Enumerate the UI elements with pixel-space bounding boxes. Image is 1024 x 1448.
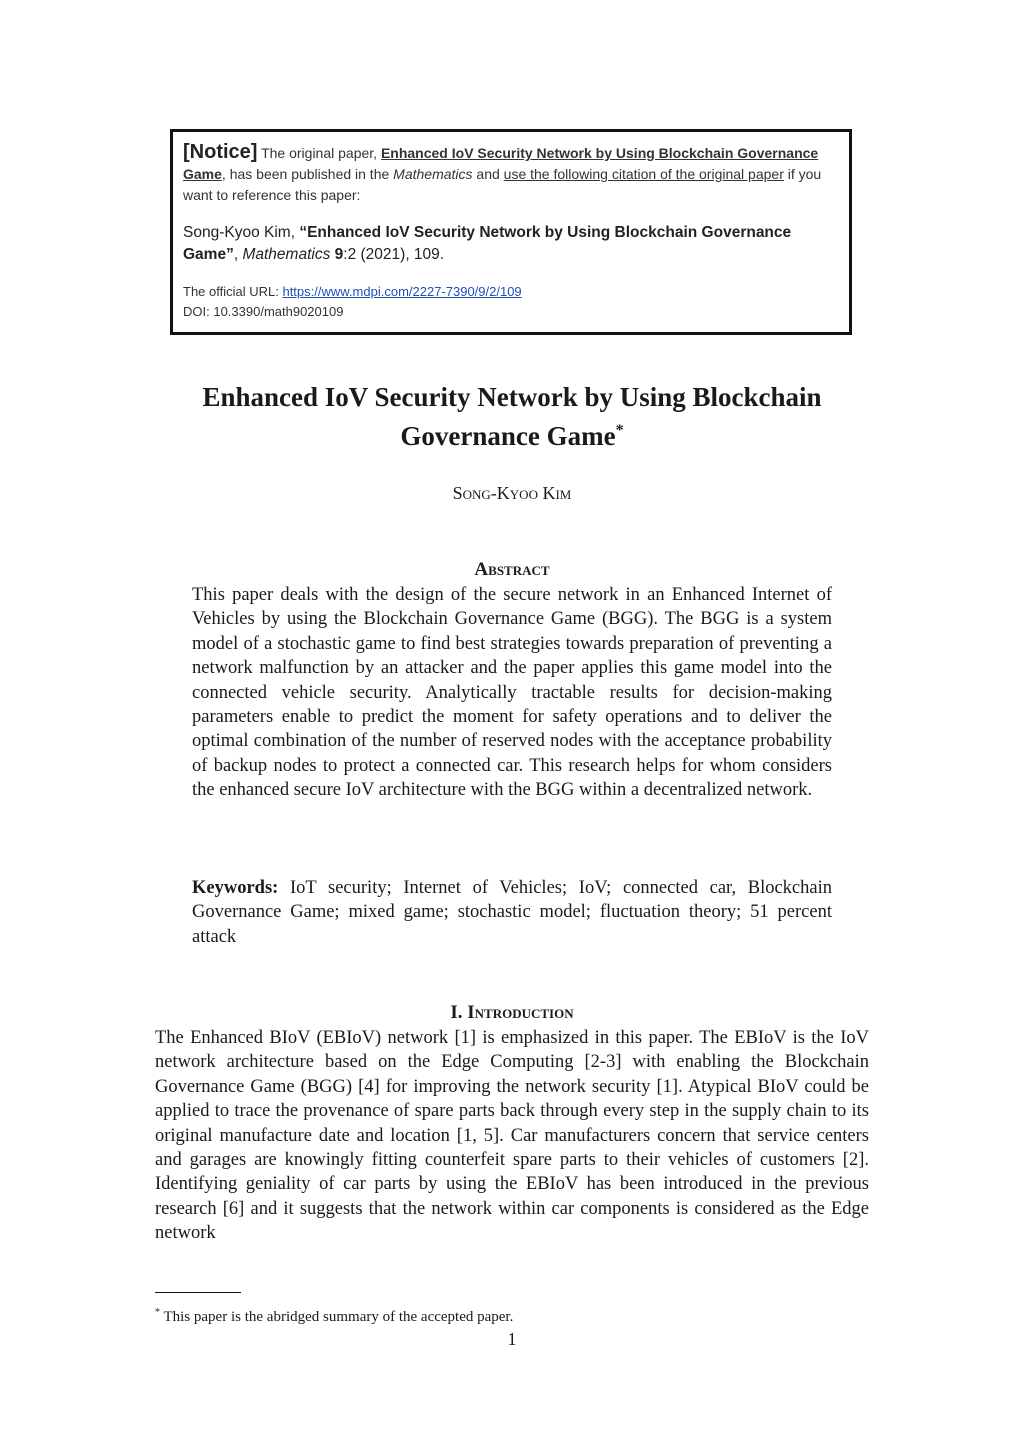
notice-text-part: The original paper, [257,145,381,161]
notice-text [183,142,839,206]
title-line-1: Enhanced IoV Security Network by Using Blockchain [202,382,822,412]
citation-hint: use the following citation of the original paper [503,166,784,182]
citation-title: “Enhanced IoV Security Network by Using Blockchain Governance Game” [183,224,792,263]
notice-text-part: and [472,166,504,182]
citation-journal: Mathematics [242,246,331,263]
footnote-divider [155,1292,241,1293]
notice-box [170,129,852,335]
keywords [192,876,832,949]
author-name: Song-Kyoo Kim [452,483,572,503]
doi: DOI: 10.3390/math9020109 [183,304,344,319]
official-url-link[interactable]: https://www.mdpi.com/2227-7390/9/2/109 [282,284,522,299]
citation [183,222,839,266]
paper-title [0,380,1024,453]
title-footnote-mark[interactable]: * [615,422,624,439]
notice-journal: Mathematics [393,166,473,182]
title-line-2: Governance Game [400,421,616,451]
page-number: 1 [507,1329,517,1349]
author [0,480,1024,506]
notice-text-part: if you want to reference this paper: [183,166,822,203]
citation-volume: 9 [330,246,344,263]
footnote-text: This paper is the abridged summary of the accepted paper. [160,1309,514,1325]
footnote [155,1302,513,1328]
keywords-label: Keywords: [192,878,279,898]
official-url-label: The official URL: [183,284,283,299]
citation-sep: , [233,246,243,263]
official-url-line [183,282,839,302]
citation-rest: :2 (2021), 109. [343,246,445,263]
notice-tag: [Notice] [183,141,258,163]
abstract-heading: Abstract [474,559,550,580]
intro-number: I. [450,1002,468,1023]
abstract-body: This paper deals with the design of the secure network in an Enhanced Internet of Vehicles by using the Blockchain Governance Game (BGG). The BGG is a system model of a stochastic game to find best strategies towards preparation of preventing a network malfunction by an attacker and the paper applies this game model into the connected vehicle security. Analytically tractable results for decision-making parameters enable to predict the moment for safety operations and to deliver the optimal combination of the number of reserved nodes with the acceptance probability of backup nodes to protect a connected car. This research helps for whom considers the enhanced secure IoV architecture with the BGG within a decentralized network. [192,585,832,801]
citation-author: Song-Kyoo Kim, [183,224,300,241]
introduction-body: The Enhanced BIoV (EBIoV) network [1] is emphasized in this paper. The EBIoV is the IoV network architecture based on the Edge Computing [2-3] with enabling the Blockchain Governance Game (BGG) [4] for improving the network security [1]. Atypical BIoV could be applied to trace the provenance of spare parts back through every step in the supply chain to its original manufacture date and location [1, 5]. Car manufacturers concern that service centers and garages are knowingly fitting counterfeit spare parts to their vehicles of customers [2]. Identifying geniality of car parts by using the EBIoV has been introduced in the previous research [6] and it suggests that the network within car components is considered as the Edge network [155,1028,869,1244]
intro-title: Introduction [467,1002,574,1023]
original-paper-link[interactable]: Enhanced IoV Security Network by Using Blockchain Governance Game [183,145,819,182]
footnote-mark: * [155,1307,160,1318]
introduction-heading [0,1000,1024,1026]
keywords-list: IoT security; Internet of Vehicles; IoV; connected car, Blockchain Governance Game; mixed game; stochastic model; fluctuation theory; 51 percent attack [192,878,832,947]
notice-text-part: , has been published in the [221,166,394,182]
